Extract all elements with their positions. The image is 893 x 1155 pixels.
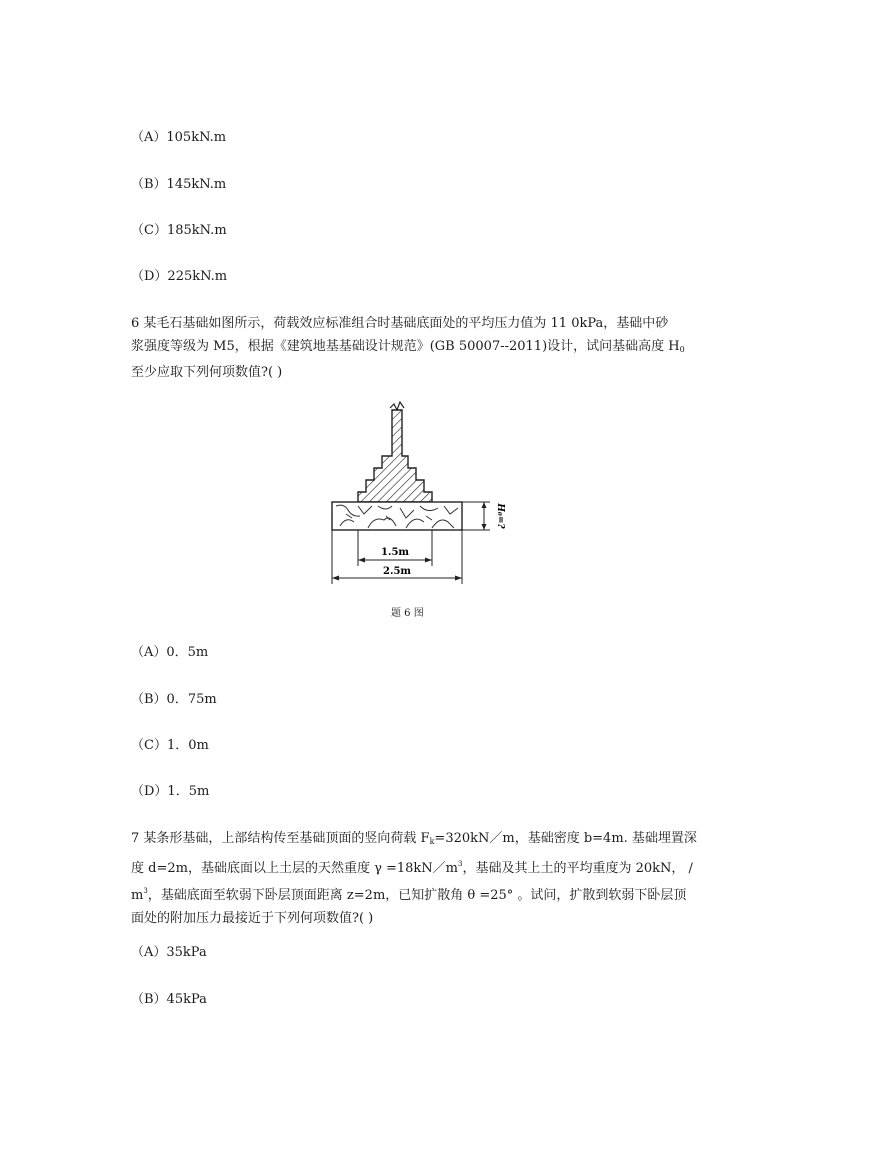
q5-option-b: （B）145kN.m [131, 177, 227, 192]
q6-subscript: 0 [679, 345, 685, 354]
q6-line-1: 6 某毛石基础如图所示，荷载效应标准组合时基础底面处的平均压力值为 11 0kPa，基础中砂 [131, 316, 669, 331]
q6-option-c: （C）1．0m [131, 738, 209, 753]
q7-line-3-a: m [131, 888, 144, 903]
dim-label-outer: 2.5m [383, 566, 411, 577]
figure-caption: 题 6 图 [391, 608, 424, 619]
q7-line-1-b: =320kN／m，基础密度 b=4m. 基础埋置深 [434, 831, 697, 846]
foundation-figure [320, 398, 510, 623]
q6-option-d: （D）1．5m [131, 784, 210, 799]
q5-option-d: （D）225kN.m [131, 269, 228, 284]
q7-line-2-a: 度 d=2m，基础底面以上土层的天然重度 γ =18kN／m [131, 861, 458, 876]
q6-line-2-text: 浆强度等级为 M5，根据《建筑地基基础设计规范》(GB 50007--2011)设计，试问基础高度 H [131, 339, 680, 354]
q7-option-b: （B）45kPa [131, 992, 207, 1007]
stepped-wall [358, 410, 432, 502]
break-mark [390, 402, 404, 410]
q7-line-2 [131, 853, 771, 880]
q7-line-3-sup: 3 [143, 887, 148, 895]
dim-label-inner: 1.5m [381, 547, 409, 558]
q7-line-2-sup: 3 [458, 860, 463, 868]
q7-line-4: 面处的附加压力最接近于下列何项数值?( ) [131, 911, 374, 926]
q6-line-3: 至少应取下列何项数值?( ) [131, 365, 283, 380]
q7-line-3 [131, 880, 771, 907]
q6-option-b: （B）0．75m [131, 692, 217, 707]
q7-stem [131, 827, 771, 930]
q7-line-1 [131, 827, 771, 853]
q5-option-c: （C）185kN.m [131, 223, 227, 238]
q5-option-a: （A）105kN.m [131, 130, 227, 145]
q7-line-1-sub: k [429, 837, 435, 846]
q6-option-a: （A）0．5m [131, 645, 209, 660]
q7-line-1-a: 7 某条形基础，上部结构传至基础顶面的竖向荷载 F [131, 831, 430, 846]
q7-line-2-b: ，基础及其上土的平均重度为 20kN， / [462, 861, 693, 876]
q6-stem [131, 312, 771, 384]
q7-line-3-b: ，基础底面至软弱下卧层顶面距离 z=2m，已知扩散角 θ =25° 。试问，扩散到软弱下卧层顶 [147, 888, 687, 903]
q7-option-a: （A）35kPa [131, 945, 207, 960]
rubble-slab [332, 502, 462, 530]
dim-label-height: H₀=? [495, 503, 505, 529]
q6-line-2 [131, 335, 771, 361]
